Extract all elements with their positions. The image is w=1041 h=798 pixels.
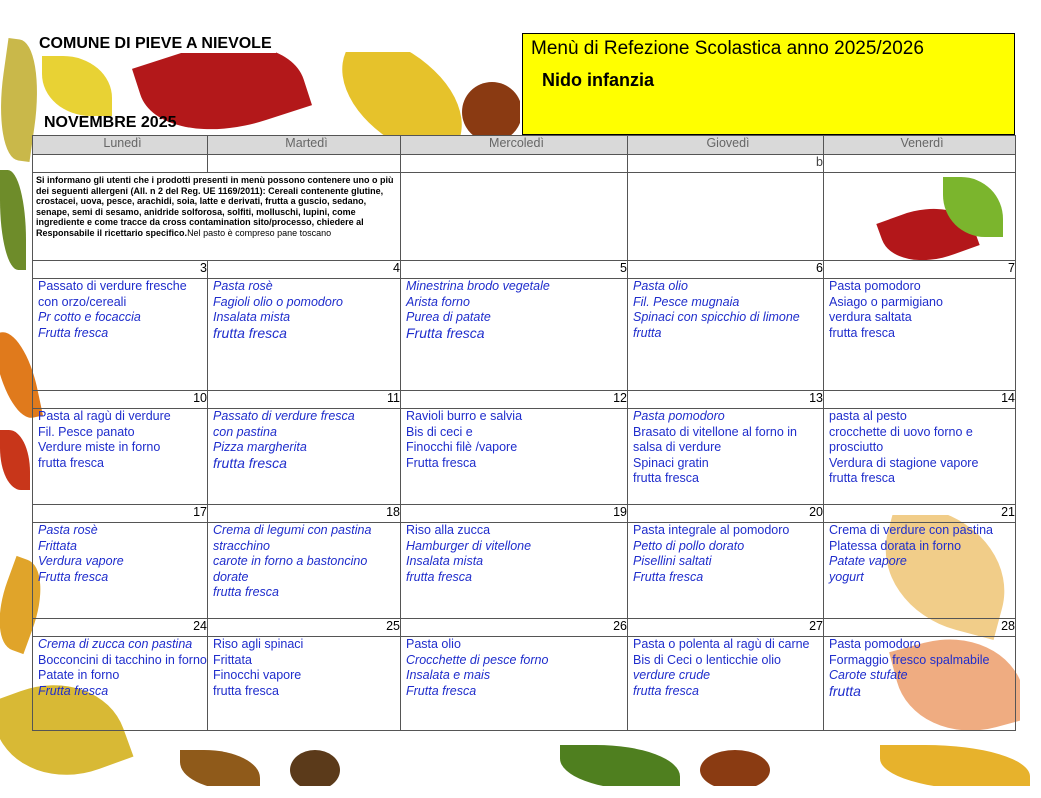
menu-title: Menù di Refezione Scolastica anno 2025/2026 xyxy=(531,38,924,59)
date-cell: 21 xyxy=(824,505,1016,523)
menu-item: Finocchi filè /vapore xyxy=(406,440,518,454)
menu-item: Purea di patate xyxy=(406,310,491,324)
menu-item: Frutta fresca xyxy=(38,569,109,584)
menu-item: Pasta pomodoro xyxy=(829,637,921,651)
menu-item: Frittata xyxy=(213,652,252,667)
menu-item: Carote stufate xyxy=(829,668,908,682)
date-cell: 13 xyxy=(628,391,824,409)
menu-item: con pastina xyxy=(213,424,277,439)
menu-item: Pisellini saltati xyxy=(633,554,712,568)
menu-item: Riso agli spinaci xyxy=(213,637,304,651)
commune-name: COMUNE DI PIEVE A NIEVOLE xyxy=(35,35,276,53)
menu-item: Hamburger di vitellone xyxy=(406,538,532,553)
menu-item: Crema di verdure con pastina xyxy=(829,523,993,537)
menu-item: Formaggio fresco spalmabile xyxy=(829,652,990,667)
menu-item: frutta fresca xyxy=(406,569,472,584)
allergen-text: Si informano gli utenti che i prodotti presenti in menù possono contenere uno o più dei seguenti allergeni (All. n 2 del Reg. UE 1169/2011): Cereali contenente glutine, crostacei, uova, pesce, arachidi, soia, latte e derivati, frutta a guscio, sedano, senape, semi di sesamo, anidride solforosa, solfiti, molluschi, lupini, come ingrediente e come tracce da cross contamination sito/processo, chiedere al Responsabile il ricettario specifico. xyxy=(36,175,394,238)
menu-row xyxy=(33,279,1016,391)
menu-item: Frutta fresca xyxy=(406,324,485,341)
menu-item: Ravioli burro e salvia xyxy=(406,409,523,423)
menu-row xyxy=(33,523,1016,619)
menu-item: Riso alla zucca xyxy=(406,523,491,537)
date-cell: 25 xyxy=(208,619,401,637)
leaf-decoration-bottom xyxy=(0,745,1041,786)
menu-item: Frutta fresca xyxy=(406,683,477,698)
menu-item: Insalata mista xyxy=(406,554,484,568)
weekday-monday: Lunedì xyxy=(33,136,208,155)
menu-cell xyxy=(628,279,824,391)
date-cell: 20 xyxy=(628,505,824,523)
menu-item: Fil. Pesce panato xyxy=(38,424,135,439)
menu-item: Passato di verdure fresche con orzo/cereali xyxy=(38,279,187,309)
menu-item: Patate vapore xyxy=(829,554,907,568)
menu-cell xyxy=(401,279,628,391)
menu-item: Pasta pomodoro xyxy=(633,409,725,423)
menu-item: frutta fresca xyxy=(213,454,287,471)
menu-item: Frutta fresca xyxy=(38,325,109,340)
date-cell: 11 xyxy=(208,391,401,409)
menu-item: Pasta olio xyxy=(633,279,688,293)
allergen-bread-note: Nel pasto è compreso pane toscano xyxy=(187,227,332,238)
menu-item: Pr cotto e focaccia xyxy=(38,310,141,324)
menu-row xyxy=(33,637,1016,731)
menu-item: frutta fresca xyxy=(213,324,287,341)
header-title-panel xyxy=(522,33,1015,135)
menu-item: frutta fresca xyxy=(633,471,699,485)
menu-item: Spinaci con spicchio di limone xyxy=(633,310,800,324)
menu-item: Bis di ceci e xyxy=(406,424,473,439)
menu-item: Crema di legumi con pastina stracchino xyxy=(213,523,372,553)
weekday-thursday: Giovedì xyxy=(628,136,824,155)
menu-item: frutta fresca xyxy=(213,683,279,698)
menu-cell xyxy=(401,637,628,731)
menu-item: Bocconcini di tacchino in forno xyxy=(38,652,207,667)
date-cell: 6 xyxy=(628,261,824,279)
menu-item: Arista forno xyxy=(406,294,470,309)
menu-item: frutta fresca xyxy=(38,455,104,470)
menu-item: Frutta fresca xyxy=(633,569,704,584)
menu-item: frutta xyxy=(633,325,662,340)
menu-item: Crema di zucca con pastina xyxy=(38,637,193,651)
menu-item: Pasta integrale al pomodoro xyxy=(633,523,790,537)
menu-cell xyxy=(628,523,824,619)
menu-item: Verdura di stagione vapore xyxy=(829,455,979,470)
menu-cell xyxy=(208,279,401,391)
menu-cell xyxy=(824,409,1016,505)
menu-item: Petto di pollo dorato xyxy=(633,538,745,553)
menu-item: carote in forno a bastoncino dorate xyxy=(213,554,368,584)
menu-item: Finocchi vapore xyxy=(213,668,302,682)
weekday-tuesday: Martedì xyxy=(208,136,401,155)
menu-item: pasta al pesto xyxy=(829,409,907,423)
menu-item: Pasta olio xyxy=(406,637,461,651)
menu-item: Spinaci gratin xyxy=(633,455,709,470)
menu-item: verdura saltata xyxy=(829,310,912,324)
date-cell: 12 xyxy=(401,391,628,409)
menu-item: Crocchette di pesce forno xyxy=(406,652,549,667)
menu-item: frutta fresca xyxy=(633,683,699,698)
date-cell: 28 xyxy=(824,619,1016,637)
menu-cell xyxy=(33,409,208,505)
menu-item: Pizza margherita xyxy=(213,440,307,454)
date-cell: 4 xyxy=(208,261,401,279)
menu-item: Pasta rosè xyxy=(38,523,98,537)
menu-cell xyxy=(824,279,1016,391)
menu-cell xyxy=(33,523,208,619)
menu-row xyxy=(33,409,1016,505)
menu-item: Minestrina brodo vegetale xyxy=(406,279,550,293)
menu-item: Passato di verdure fresca xyxy=(213,409,355,423)
menu-cell xyxy=(401,523,628,619)
menu-cell xyxy=(208,409,401,505)
menu-item: frutta fresca xyxy=(213,585,279,599)
date-cell: 7 xyxy=(824,261,1016,279)
month-title: NOVEMBRE 2025 xyxy=(44,114,177,131)
menu-item: Verdure miste in forno xyxy=(38,440,161,454)
menu-item: Patate in forno xyxy=(38,668,120,682)
date-cell: 27 xyxy=(628,619,824,637)
menu-subtitle: Nido infanzia xyxy=(542,70,654,90)
weekday-friday: Venerdì xyxy=(824,136,1016,155)
date-row xyxy=(33,391,1016,409)
menu-item: Fagioli olio o pomodoro xyxy=(213,294,343,309)
date-cell: 18 xyxy=(208,505,401,523)
menu-item: Platessa dorata in forno xyxy=(829,538,962,553)
blank-date-row xyxy=(33,155,1016,173)
menu-cell xyxy=(401,409,628,505)
date-cell: 26 xyxy=(401,619,628,637)
date-cell: 19 xyxy=(401,505,628,523)
menu-item: Insalata e mais xyxy=(406,668,491,682)
menu-item: Verdura vapore xyxy=(38,554,124,568)
menu-item: Asiago o parmigiano xyxy=(829,294,943,309)
date-cell: 10 xyxy=(33,391,208,409)
menu-cell xyxy=(628,637,824,731)
allergen-row xyxy=(33,173,1016,261)
menu-item: Frutta fresca xyxy=(38,683,109,698)
menu-item: Pasta o polenta al ragù di carne xyxy=(633,637,810,651)
menu-item: Frutta fresca xyxy=(406,455,477,470)
menu-item: yogurt xyxy=(829,569,864,584)
menu-item: Pasta rosè xyxy=(213,279,273,293)
date-cell: 5 xyxy=(401,261,628,279)
menu-item: Pasta pomodoro xyxy=(829,279,921,293)
date-row xyxy=(33,619,1016,637)
menu-item: frutta fresca xyxy=(829,471,895,485)
menu-item: Bis di Ceci o lenticchie olio xyxy=(633,652,781,667)
menu-item: frutta xyxy=(829,682,861,699)
date-cell: 3 xyxy=(33,261,208,279)
weekday-header-row xyxy=(33,136,1016,155)
date-cell: 14 xyxy=(824,391,1016,409)
menu-cell xyxy=(33,637,208,731)
menu-item: crocchette di uovo forno e prosciutto xyxy=(829,424,973,454)
menu-cell xyxy=(33,279,208,391)
menu-item: verdure crude xyxy=(633,668,711,682)
date-cell: 24 xyxy=(33,619,208,637)
menu-cell xyxy=(824,637,1016,731)
menu-cell xyxy=(824,523,1016,619)
weekday-wednesday: Mercoledì xyxy=(401,136,628,155)
date-cell: 17 xyxy=(33,505,208,523)
note-b: b xyxy=(628,155,824,173)
menu-cell xyxy=(208,637,401,731)
menu-cell xyxy=(628,409,824,505)
menu-item: frutta fresca xyxy=(829,325,895,340)
menu-calendar xyxy=(32,135,1016,731)
allergen-notice xyxy=(33,173,401,261)
menu-item: Pasta al ragù di verdure xyxy=(38,409,171,423)
menu-item: Insalata mista xyxy=(213,310,291,324)
date-row xyxy=(33,505,1016,523)
menu-cell xyxy=(208,523,401,619)
menu-item: Brasato di vitellone al forno in salsa di verdure xyxy=(633,424,797,454)
menu-item: Fil. Pesce mugnaia xyxy=(633,294,740,309)
date-row xyxy=(33,261,1016,279)
menu-item: Frittata xyxy=(38,538,77,553)
